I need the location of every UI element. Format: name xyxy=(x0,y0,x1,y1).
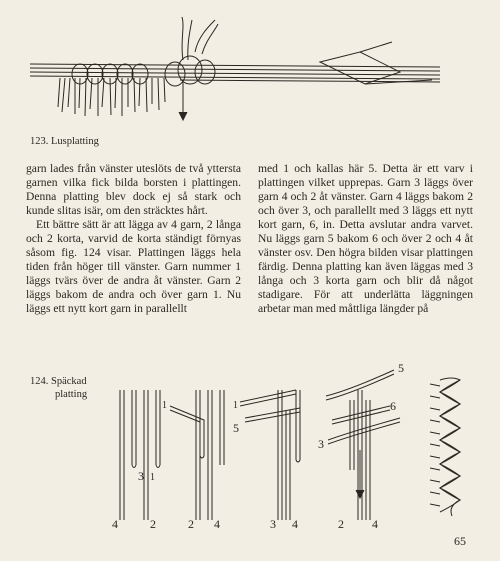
label-4: 4 xyxy=(214,517,220,530)
figure-123-illustration xyxy=(20,12,450,132)
label-5: 5 xyxy=(398,361,404,375)
label-4: 4 xyxy=(372,517,378,530)
label-4: 4 xyxy=(112,517,118,530)
figure-124-caption-line: platting xyxy=(55,389,88,400)
label-2: 2 xyxy=(150,517,156,530)
label-3: 3 xyxy=(138,469,144,483)
label-3: 3 xyxy=(270,517,276,530)
label-1: 1 xyxy=(233,400,238,411)
page-number: 65 xyxy=(454,534,466,548)
panel-4 xyxy=(326,370,400,520)
paragraph: Ett bättre sätt är att lägga av 4 garn, 2 långa och 2 korta, varvid de korta ständigt förnyas såsom fig. 124 visar. Plattingen läggs hela tiden från höger till vänster. Garn nummer 1 läggs tvärs över de andra åt vänster. Garn 2 läggs bakom de andra och över garn 1. Nu läggs ett nytt kort garn in parallellt xyxy=(26,218,241,315)
label-4: 4 xyxy=(292,517,298,530)
figure-124-illustration xyxy=(100,360,475,530)
panel-2 xyxy=(170,390,224,520)
figure-124-caption xyxy=(30,375,87,401)
label-1: 1 xyxy=(162,400,167,411)
body-text-right-column xyxy=(258,162,473,316)
label-6: 6 xyxy=(390,399,396,413)
panel-5 xyxy=(430,378,460,516)
label-1: 1 xyxy=(150,472,155,483)
label-2: 2 xyxy=(338,517,344,530)
label-2: 2 xyxy=(188,517,194,530)
figure-124-caption-line: 124. Späckad xyxy=(30,376,87,387)
label-3: 3 xyxy=(318,437,324,451)
body-text-left-column xyxy=(26,162,241,316)
panel-1 xyxy=(120,390,160,520)
label-5: 5 xyxy=(233,421,239,435)
panel-3 xyxy=(240,390,300,520)
paragraph: med 1 och kallas här 5. Detta är ett varv i plattingen vilket upprepas. Garn 3 läggs över garn 4 och 2 åt vänster. Garn 4 läggs bakom 2 och över 3, och parallellt med 3 läggs ett nytt kort garn, 6, in. Detta avslutar andra varvet. Nu läggs garn 5 bakom 6 och över 2 och 4 åt vänster osv. Den högra bilden visar plattingen färdig. Denna platting kan även läggas med 3 långa och 3 korta garn och blir då något stadigare. För att underlätta läggningen arbetar man med måttliga längder på xyxy=(258,162,473,315)
figure-123-caption: 123. Lusplatting xyxy=(30,136,99,147)
paragraph: garn lades från vänster uteslöts de två yttersta garnen vilka fick bilda borsten i plattingen. Denna platting blev dock ej så stark och kunde slitas isär, om den sträcktes hårt. xyxy=(26,162,241,217)
